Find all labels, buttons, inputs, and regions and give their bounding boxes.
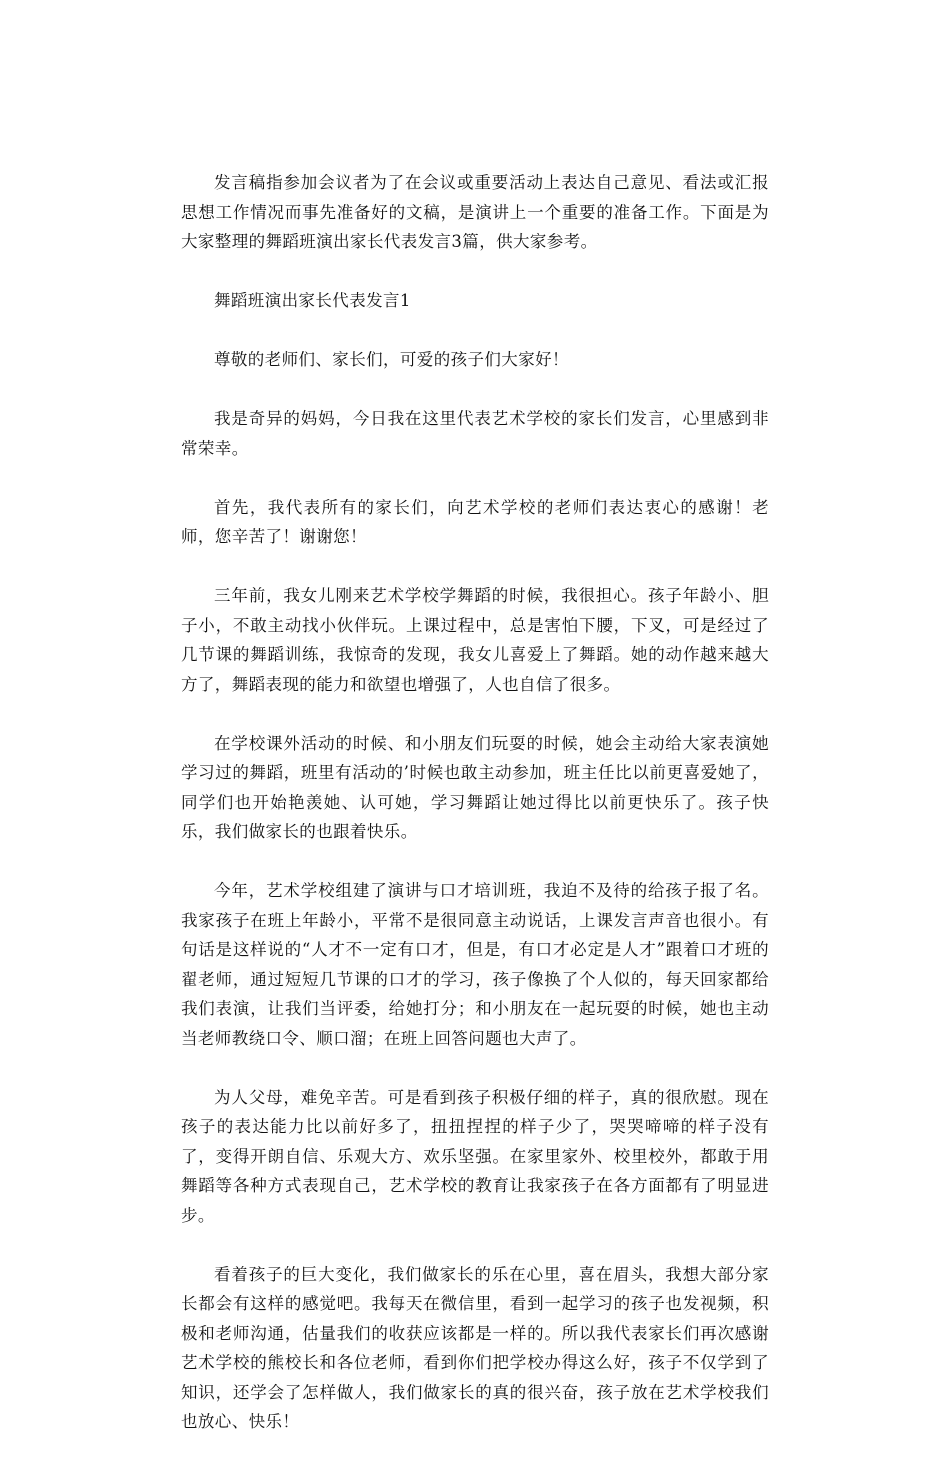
body-paragraph: 为人父母，难免辛苦。可是看到孩子积极仔细的样子，真的很欣慰。现在孩子的表达能力比以前好多了，扭扭捏捏的样子少了，哭哭啼啼的样子没有了，变得开朗自信、乐观大方、欢乐坚强。在家里家外、校里校外，都敢于用舞蹈等各种方式表现自己，艺术学校的教育让我家孩子在各方面都有了明显进步。 — [181, 1087, 769, 1225]
body-paragraph: 尊敬的老师们、家长们，可爱的孩子们大家好！ — [214, 350, 569, 369]
section-title: 舞蹈班演出家长代表发言1 — [214, 291, 411, 310]
body-paragraph: 我是奇异的妈妈，今日我在这里代表艺术学校的家长们发言，心里感到非常荣幸。 — [181, 409, 769, 458]
body-paragraph: 看着孩子的巨大变化，我们做家长的乐在心里，喜在眉头，我想大部分家长都会有这样的感觉吧。我每天在微信里，看到一起学习的孩子也发视频，积极和老师沟通，估量我们的收获应该都是一样的。所以我代表家长们再次感谢艺术学校的熊校长和各位老师，看到你们把学校办得这么好，孩子不仅学到了知识，还学会了怎样做人，我们做家长的真的很兴奋，孩子放在艺术学校我们也放心、快乐！ — [181, 1264, 769, 1431]
body-paragraph: 在学校课外活动的时候、和小朋友们玩耍的时候，她会主动给大家表演她学习过的舞蹈，班里有活动的’时候也敢主动参加，班主任比以前更喜爱她了，同学们也开始艳羡她、认可她，学习舞蹈让她过得比以前更快乐了。孩子快乐，我们做家长的也跟着快乐。 — [181, 733, 769, 841]
body-paragraph: 今年，艺术学校组建了演讲与口才培训班，我迫不及待的给孩子报了名。我家孩子在班上年龄小，平常不是很同意主动说话，上课发言声音也很小。有句话是这样说的“人才不一定有口才，但是，有口才必定是人才”跟着口才班的翟老师，通过短短几节课的口才的学习，孩子像换了个人似的，每天回家都给我们表演，让我们当评委，给她打分；和小朋友在一起玩耍的时候，她也主动当老师教绕口令、顺口溜；在班上回答问题也大声了。 — [181, 881, 769, 1048]
body-paragraph: 首先，我代表所有的家长们，向艺术学校的老师们表达衷心的感谢！老师，您辛苦了！谢谢您！ — [181, 497, 769, 546]
intro-paragraph: 发言稿指参加会议者为了在会议或重要活动上表达自己意见、看法或汇报思想工作情况而事先准备好的文稿，是演讲上一个重要的准备工作。下面是为大家整理的舞蹈班演出家长代表发言3篇，供大家参考。 — [181, 173, 769, 251]
body-paragraph: 三年前，我女儿刚来艺术学校学舞蹈的时候，我很担心。孩子年龄小、胆子小，不敢主动找小伙伴玩。上课过程中，总是害怕下腰，下叉，可是经过了几节课的舞蹈训练，我惊奇的发现，我女儿喜爱上了舞蹈。她的动作越来越大方了，舞蹈表现的能力和欲望也增强了，人也自信了很多。 — [181, 586, 769, 694]
document-body — [181, 168, 769, 1466]
